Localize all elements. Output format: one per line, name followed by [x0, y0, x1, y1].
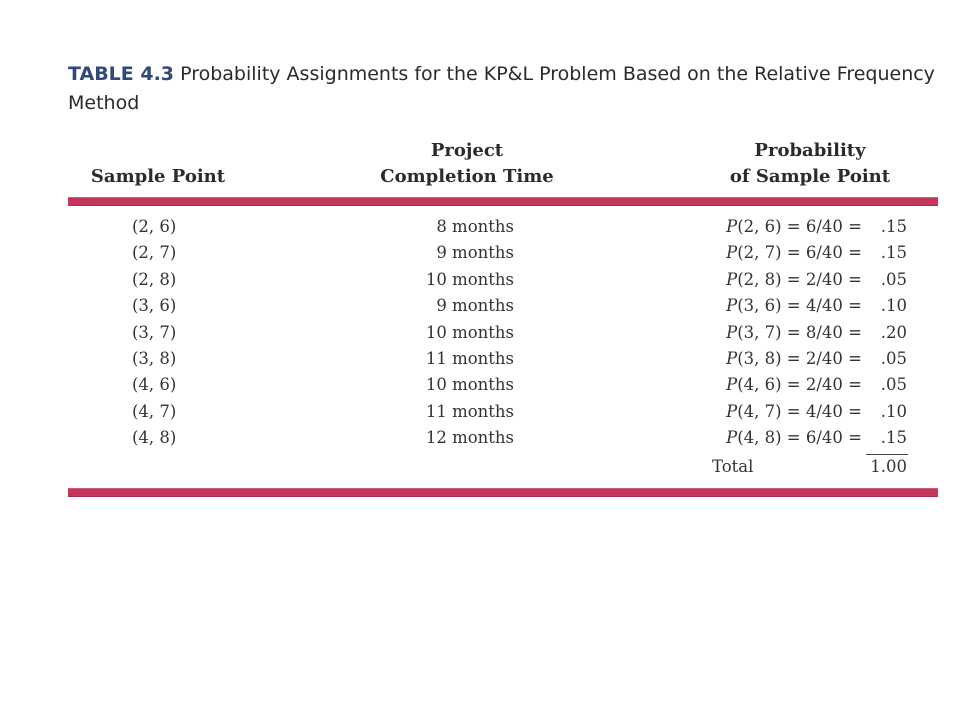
probability-expression-cell: [726, 320, 862, 346]
header-rule: [68, 197, 938, 206]
probability-expression: (4, 7) = 4/40 =: [737, 401, 862, 421]
completion-time-cell: 10 months: [425, 375, 514, 395]
probability-expression: (3, 8) = 2/40 =: [737, 348, 862, 368]
probability-symbol: P: [726, 269, 738, 289]
completion-time-cell: 8 months: [436, 217, 514, 236]
probability-value-cell: .05: [880, 348, 907, 368]
probability-symbol: P: [726, 348, 738, 368]
probability-expression: (2, 8) = 2/40 =: [737, 269, 862, 289]
sample-point-cell: (4, 7): [132, 401, 177, 421]
probability-expression: (3, 6) = 4/40 =: [737, 296, 862, 316]
probability-expression: (4, 6) = 2/40 =: [737, 375, 862, 395]
probability-expression-cell: [726, 240, 862, 266]
sample-point-cell: (3, 7): [132, 322, 177, 342]
completion-time-cell: 11 months: [425, 401, 514, 421]
probability-expression: (2, 7) = 6/40 =: [737, 243, 862, 263]
completion-time-cell: 9 months: [436, 243, 514, 263]
completion-time-cell: 10 months: [425, 322, 514, 342]
completion-time-cell: 12 months: [425, 428, 514, 448]
probability-value-cell: .10: [880, 296, 907, 316]
probability-expression: (4, 8) = 6/40 =: [737, 428, 862, 448]
probability-value-cell: .15: [880, 428, 907, 448]
probability-symbol: P: [726, 375, 738, 395]
probability-value-cell: .10: [880, 401, 907, 421]
probability-expression-cell: [726, 214, 862, 240]
probability-expression-cell: [726, 425, 862, 451]
completion-time-cell: 10 months: [425, 269, 514, 289]
table-row: [0, 293, 960, 319]
table-row: [0, 214, 960, 240]
probability-symbol: P: [726, 322, 738, 342]
probability-expression-cell: [726, 372, 862, 398]
probability-value-cell: .15: [880, 217, 907, 236]
table-header: [0, 138, 960, 194]
table-row: [0, 399, 960, 425]
probability-expression-cell: [726, 346, 862, 372]
table-row: [0, 346, 960, 372]
sample-point-cell: (2, 7): [132, 243, 177, 263]
footer-rule: [68, 488, 938, 497]
table-row: [0, 240, 960, 266]
header-sample-point: Sample Point: [90, 166, 226, 187]
probability-symbol: P: [726, 428, 738, 448]
completion-time-cell: 9 months: [436, 296, 514, 316]
probability-expression: (3, 7) = 8/40 =: [737, 322, 862, 342]
sample-point-cell: (4, 8): [132, 428, 177, 448]
table-row: [0, 267, 960, 293]
sample-point-cell: (4, 6): [132, 375, 177, 395]
sample-point-cell: (2, 8): [132, 269, 177, 289]
probability-symbol: P: [726, 296, 738, 316]
table-row: [0, 425, 960, 451]
probability-expression-cell: [726, 399, 862, 425]
header-probability: Probability of Sample Point: [729, 140, 891, 187]
sample-point-cell: (3, 6): [132, 296, 177, 316]
table-body: [0, 214, 960, 452]
total-row: [0, 454, 960, 480]
table-row: [0, 372, 960, 398]
header-completion-time: Project Completion Time: [380, 140, 554, 187]
probability-value-cell: .05: [880, 375, 907, 395]
total-label: Total: [712, 457, 754, 476]
probability-symbol: P: [726, 401, 738, 421]
probability-expression-cell: [726, 293, 862, 319]
probability-expression: (2, 6) = 6/40 =: [737, 217, 862, 236]
table-number: TABLE 4.3: [68, 63, 175, 85]
table-caption: [68, 60, 938, 118]
probability-value-cell: .15: [880, 243, 907, 263]
probability-expression-cell: [726, 267, 862, 293]
completion-time-cell: 11 months: [425, 348, 514, 368]
probability-value-cell: .20: [880, 322, 907, 342]
probability-symbol: P: [726, 243, 738, 263]
table-title: Probability Assignments for the KP&L Problem Based on the Relative Frequency Method: [68, 63, 935, 114]
table-row: [0, 320, 960, 346]
total-value: 1.00: [870, 457, 907, 476]
probability-value-cell: .05: [880, 269, 907, 289]
sample-point-cell: (3, 8): [132, 348, 177, 368]
sample-point-cell: (2, 6): [132, 217, 177, 236]
probability-symbol: P: [726, 217, 738, 236]
